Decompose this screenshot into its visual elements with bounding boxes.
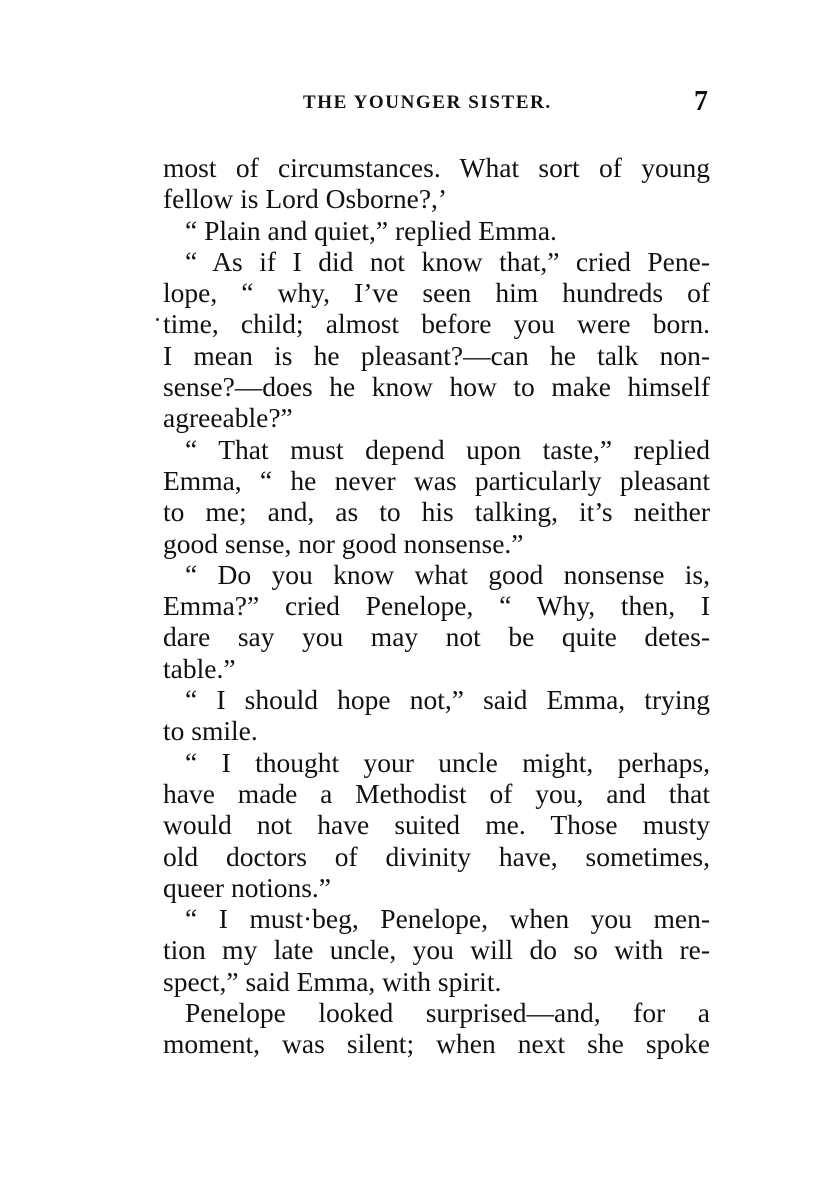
text-line: most of circumstances. What sort of young — [163, 152, 710, 183]
text-line: to me; and, as to his talking, it’s neither — [163, 496, 710, 528]
text-line: moment, was silent; when next she spoke — [163, 1028, 710, 1060]
text-line: table.” — [163, 652, 236, 684]
text-line: “ I thought your uncle might, perhaps, — [185, 746, 710, 778]
text-line: dare say you may not be quite detes- — [163, 621, 710, 653]
page-number: 7 — [694, 86, 708, 117]
text-line: queer notions.” — [163, 871, 332, 903]
text-line: have made a Methodist of you, and that — [163, 777, 710, 809]
text-line: “ That must depend upon taste,” replied — [185, 433, 710, 465]
text-line: fellow is Lord Osborne?,’ — [163, 183, 448, 215]
text-line: would not have suited me. Those musty — [163, 809, 710, 841]
text-line: time, child; almost before you were born. — [163, 308, 710, 340]
text-line: “ As if I did not know that,” cried Pene- — [185, 245, 710, 277]
text-line: Emma, “ he never was particularly pleasant — [163, 464, 710, 496]
text-line: sense?—does he know how to make himself — [163, 371, 710, 403]
text-line: to smile. — [163, 715, 258, 747]
text-line: Penelope looked surprised—and, for a — [185, 997, 710, 1029]
text-line: “ Plain and quiet,” replied Emma. — [185, 214, 557, 246]
running-head: THE YOUNGER SISTER. — [303, 92, 552, 113]
text-line: spect,” said Emma, with spirit. — [163, 965, 502, 997]
text-line: “ I must·beg, Penelope, when you men- — [185, 903, 710, 935]
page-header — [163, 88, 710, 128]
text-line: tion my late uncle, you will do so with re- — [163, 934, 710, 966]
text-line: “ I should hope not,” said Emma, trying — [185, 684, 710, 716]
body-text — [163, 152, 710, 1060]
text-line: agreeable?” — [163, 402, 293, 434]
print-speck — [156, 318, 159, 321]
text-line: good sense, nor good nonsense.” — [163, 527, 524, 559]
text-line: Emma?” cried Penelope, “ Why, then, I — [163, 590, 710, 622]
text-line: old doctors of divinity have, sometimes, — [163, 840, 710, 872]
text-line: “ Do you know what good nonsense is, — [185, 558, 710, 590]
text-line: lope, “ why, I’ve seen him hundreds of — [163, 277, 710, 309]
text-line: I mean is he pleasant?—can he talk non- — [163, 339, 710, 371]
